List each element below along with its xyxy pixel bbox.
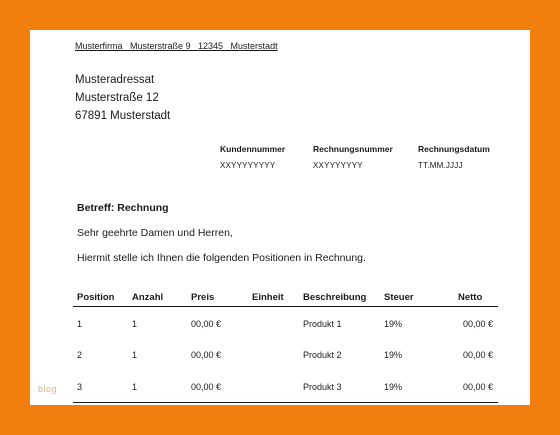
table-footer-rule	[73, 402, 498, 403]
sender-line: Musterfirma Musterstraße 9 12345 Musterstadt	[75, 41, 278, 51]
recipient-street: Musterstraße 12	[75, 92, 159, 104]
row-net: 00,00 €	[463, 382, 494, 392]
invoice-number-value: XXYYYYYYY	[313, 161, 363, 170]
row-position: 2	[77, 350, 83, 360]
row-description: Produkt 1	[303, 319, 342, 329]
header-position: Position	[77, 292, 115, 303]
table-header-rule	[73, 306, 498, 307]
header-price: Preis	[191, 292, 215, 303]
row-price: 00,00 €	[191, 319, 222, 329]
recipient-city: 67891 Musterstadt	[75, 110, 171, 122]
row-quantity: 1	[132, 319, 138, 329]
invoice-number-label: Rechnungsnummer	[313, 144, 393, 154]
row-quantity: 1	[132, 350, 138, 360]
invoice-date-label: Rechnungsdatum	[418, 144, 490, 154]
header-quantity: Anzahl	[132, 292, 164, 303]
recipient-name: Musteradressat	[75, 74, 155, 86]
header-description: Beschreibung	[303, 292, 367, 303]
row-tax: 19%	[384, 319, 403, 329]
watermark-text: blog	[38, 384, 58, 394]
row-description: Produkt 3	[303, 382, 342, 392]
row-position: 1	[77, 319, 83, 329]
row-price: 00,00 €	[191, 350, 222, 360]
row-position: 3	[77, 382, 83, 392]
header-unit: Einheit	[252, 292, 284, 303]
row-quantity: 1	[132, 382, 138, 392]
row-description: Produkt 2	[303, 350, 342, 360]
customer-number-label: Kundennummer	[220, 144, 286, 154]
header-net: Netto	[458, 292, 483, 303]
salutation: Sehr geehrte Damen und Herren,	[77, 227, 233, 239]
intro-text: Hiermit stelle ich Ihnen die folgenden Positionen in Rechnung.	[77, 252, 366, 264]
row-net: 00,00 €	[463, 350, 494, 360]
header-tax: Steuer	[384, 292, 414, 303]
customer-number-value: XXYYYYYYYY	[220, 161, 276, 170]
subject-line: Betreff: Rechnung	[77, 202, 169, 214]
invoice-date-value: TT.MM.JJJJ	[418, 161, 463, 170]
row-tax: 19%	[384, 350, 403, 360]
row-tax: 19%	[384, 382, 403, 392]
row-price: 00,00 €	[191, 382, 222, 392]
row-net: 00,00 €	[463, 319, 494, 329]
invoice-page	[30, 30, 530, 405]
